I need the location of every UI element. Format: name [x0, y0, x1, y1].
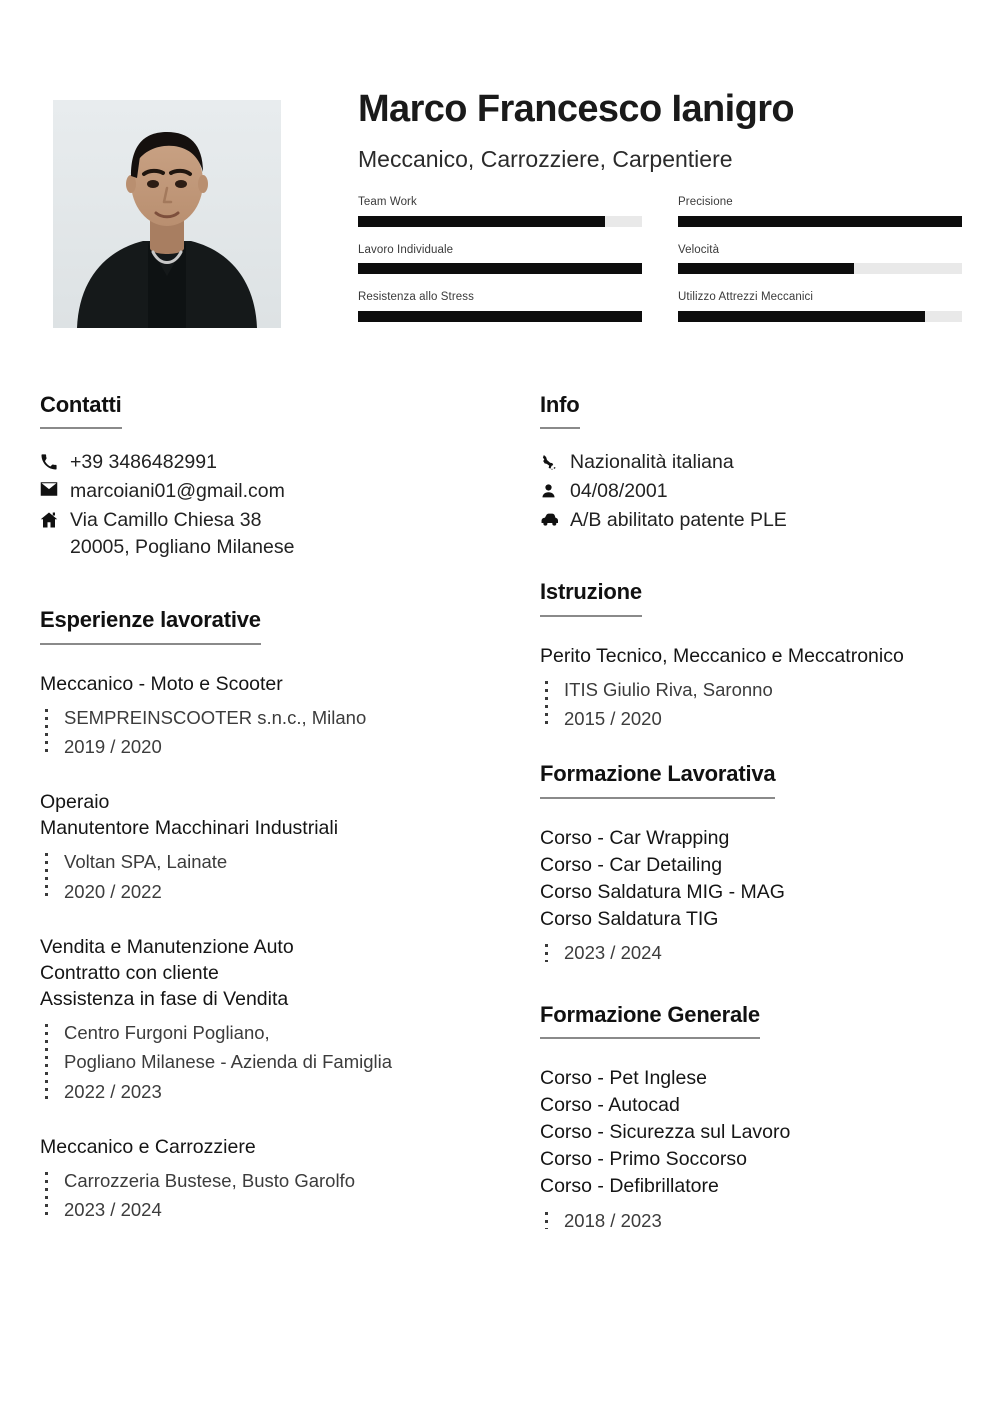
skill-label: Velocità — [678, 243, 720, 256]
experience-item — [40, 1134, 510, 1225]
nationality-value: Nazionalità italiana — [570, 451, 734, 474]
contact-email[interactable] — [40, 478, 510, 506]
car-icon — [540, 507, 570, 527]
detail-line: 2020 / 2022 — [64, 880, 162, 902]
email-value: marcoiani01@gmail.com — [70, 480, 285, 503]
education-item — [540, 643, 980, 734]
cv-name: Marco Francesco Ianigro — [358, 88, 795, 130]
skill-fill — [358, 263, 642, 274]
profile-photo — [53, 100, 281, 328]
course-period: 2018 / 2023 — [564, 1209, 662, 1231]
experience-title — [40, 671, 510, 697]
course-period: 2023 / 2024 — [564, 942, 662, 964]
detail-line: Voltan SPA, Lainate — [64, 851, 228, 873]
home-icon — [40, 507, 70, 529]
section-heading: Formazione Lavorativa — [540, 761, 775, 798]
education-details — [540, 675, 980, 733]
experience-title — [40, 1134, 510, 1160]
skill-fill — [358, 311, 642, 322]
person-icon — [540, 478, 570, 500]
experience-list — [40, 671, 510, 1225]
detail-line: 2015 / 2020 — [564, 708, 662, 730]
section-info — [540, 392, 980, 534]
address-line-2: 20005, Pogliano Milanese — [70, 536, 295, 559]
section-formazione-generale — [540, 1002, 980, 1235]
skill-track — [678, 216, 962, 227]
skill-lavoro-individuale — [358, 244, 642, 275]
experience-title — [40, 934, 510, 1012]
course-item: Corso - Defibrillatore — [540, 1174, 719, 1197]
info-list — [540, 449, 980, 534]
section-esperienze — [40, 607, 510, 1224]
skill-precisione — [678, 196, 962, 227]
spacer — [40, 563, 510, 607]
right-column — [540, 392, 980, 1235]
spacer — [540, 968, 980, 1002]
section-heading: Contatti — [40, 392, 122, 429]
skill-fill — [358, 216, 605, 227]
title-line: Manutentore Macchinari Industriali — [40, 817, 339, 840]
experience-details — [40, 847, 510, 905]
experience-item — [40, 934, 510, 1106]
section-heading: Info — [540, 392, 580, 429]
detail-line: 2023 / 2024 — [64, 1199, 162, 1221]
detail-line: ITIS Giulio Riva, Saronno — [564, 678, 773, 700]
course-item: Corso - Primo Soccorso — [540, 1147, 747, 1170]
skill-track — [678, 263, 962, 274]
contact-address[interactable] — [40, 507, 510, 562]
experience-details — [40, 1166, 510, 1224]
course-list-lavorativa — [540, 825, 980, 968]
experience-title — [40, 789, 510, 841]
skill-track — [358, 311, 642, 322]
skill-label: Lavoro Individuale — [358, 243, 454, 256]
skill-label: Precisione — [678, 196, 733, 208]
education-title — [540, 643, 980, 669]
experience-item — [40, 789, 510, 906]
skills-area — [358, 196, 962, 322]
cv-header — [0, 0, 1005, 340]
detail-line: Centro Furgoni Pogliano, — [64, 1022, 270, 1044]
skills-column-left — [358, 196, 642, 322]
title-line: Meccanico e Carrozziere — [40, 1135, 256, 1158]
title-line: Contratto con cliente — [40, 961, 219, 984]
skill-fill — [678, 263, 854, 274]
course-item: Corso Saldatura MIG - MAG — [540, 880, 785, 903]
title-line: Operaio — [40, 791, 110, 814]
contact-list — [40, 449, 510, 562]
phone-value: +39 3486482991 — [70, 451, 217, 474]
title-line: Vendita e Manutenzione Auto — [40, 935, 294, 958]
course-item: Corso - Sicurezza sul Lavoro — [540, 1120, 791, 1143]
info-birthdate — [540, 478, 980, 506]
section-istruzione — [540, 579, 980, 733]
skill-team-work — [358, 196, 642, 227]
envelope-icon — [40, 478, 70, 496]
skill-track — [358, 216, 642, 227]
course-item: Corso - Car Detailing — [540, 853, 723, 876]
course-period-wrap — [540, 1206, 980, 1235]
info-nationality — [540, 449, 980, 477]
license-value: A/B abilitato patente PLE — [570, 508, 787, 531]
address-value — [70, 507, 510, 562]
spacer — [540, 535, 980, 579]
detail-line: 2019 / 2020 — [64, 735, 162, 757]
info-license — [540, 507, 980, 535]
skill-label: Team Work — [358, 196, 417, 208]
detail-line: 2022 / 2023 — [64, 1080, 162, 1102]
experience-item — [40, 671, 510, 762]
section-heading: Formazione Generale — [540, 1002, 760, 1039]
cv-role: Meccanico, Carrozziere, Carpentiere — [358, 145, 733, 172]
detail-line: Carrozzeria Bustese, Busto Garolfo — [64, 1169, 355, 1191]
course-period-wrap — [540, 938, 980, 967]
left-column — [40, 392, 510, 1252]
skill-velocita — [678, 244, 962, 275]
skill-fill — [678, 216, 962, 227]
course-item: Corso Saldatura TIG — [540, 907, 719, 930]
skills-column-right — [678, 196, 962, 322]
title-line: Assistenza in fase di Vendita — [40, 988, 289, 1011]
italy-map-icon — [540, 449, 570, 471]
skill-fill — [678, 311, 925, 322]
section-heading: Istruzione — [540, 579, 642, 616]
address-line-1: Via Camillo Chiesa 38 — [70, 508, 262, 531]
title-line: Perito Tecnico, Meccanico e Meccatronico — [540, 644, 904, 667]
name-block — [358, 88, 978, 173]
skill-track — [358, 263, 642, 274]
course-item: Corso - Pet Inglese — [540, 1067, 707, 1090]
skill-utilizzo-attrezzi — [678, 291, 962, 322]
section-formazione-lavorativa — [540, 761, 980, 967]
skill-resistenza-stress — [358, 291, 642, 322]
skill-label: Resistenza allo Stress — [358, 291, 474, 304]
title-line: Meccanico - Moto e Scooter — [40, 672, 283, 695]
experience-details — [40, 703, 510, 761]
skill-label: Utilizzo Attrezzi Meccanici — [678, 291, 813, 304]
detail-line: Pogliano Milanese - Azienda di Famiglia — [64, 1051, 393, 1073]
experience-details — [40, 1018, 510, 1106]
course-item: Corso - Car Wrapping — [540, 826, 730, 849]
course-item: Corso - Autocad — [540, 1093, 680, 1116]
section-heading: Esperienze lavorative — [40, 607, 261, 644]
skill-track — [678, 311, 962, 322]
course-list-generale — [540, 1065, 980, 1235]
phone-icon — [40, 449, 70, 471]
detail-line: SEMPREINSCOOTER s.n.c., Milano — [64, 706, 367, 728]
contact-phone[interactable] — [40, 449, 510, 477]
section-contatti — [40, 392, 510, 562]
birthdate-value: 04/08/2001 — [570, 480, 668, 503]
education-list — [540, 643, 980, 734]
